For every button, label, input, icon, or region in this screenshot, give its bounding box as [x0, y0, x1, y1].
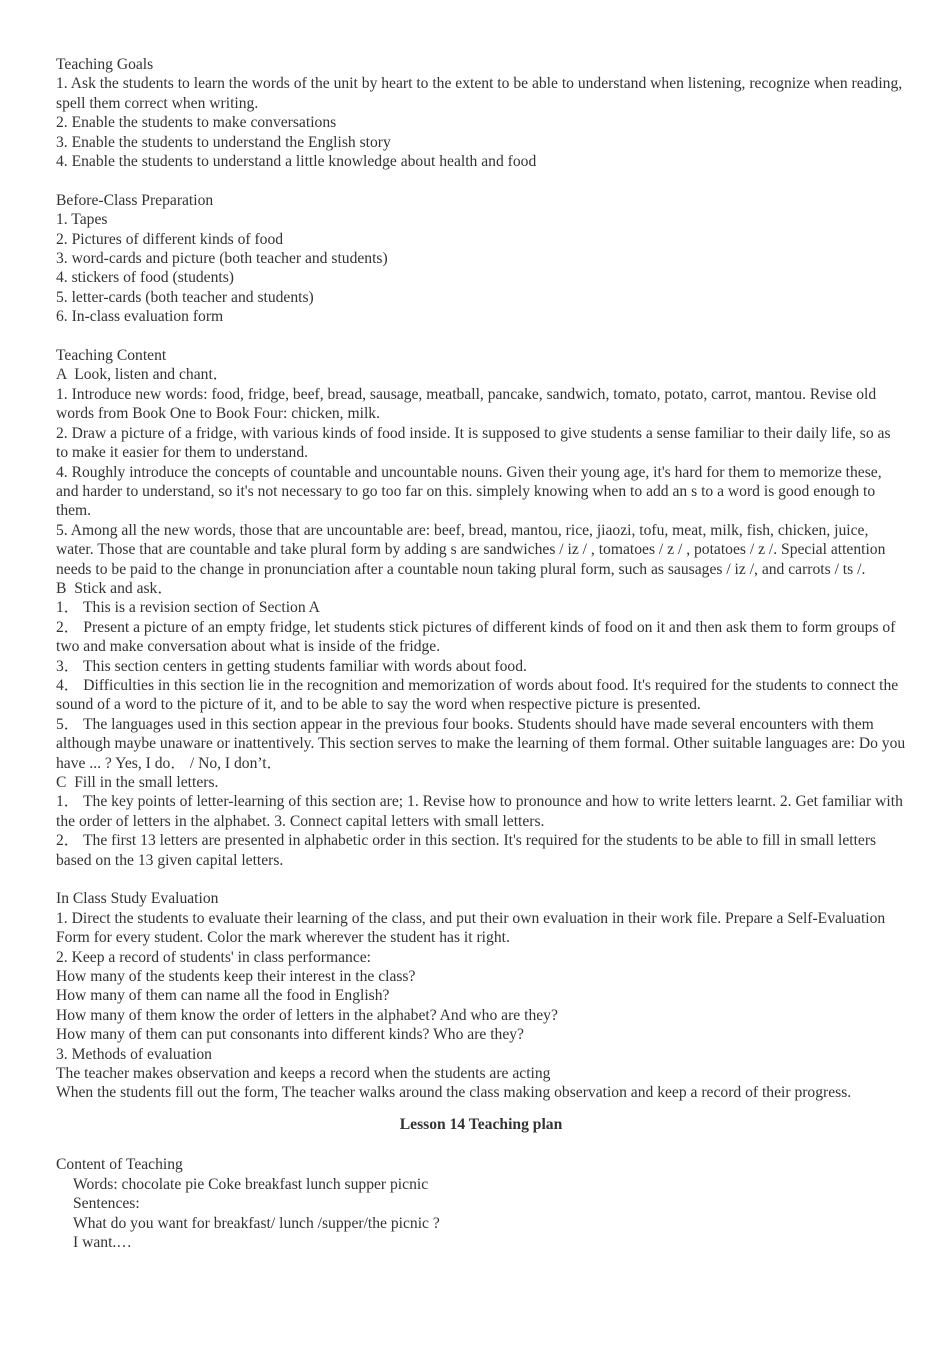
prep-item: 6. In-class evaluation form — [56, 308, 224, 326]
section-a-item: 4. Roughly introduce the concepts of countable and uncountable nouns. Given their young age, it's hard for them to memorize these, and harder to understand, so it's not necessary to go too far on this. simplely knowing when to add an s to a word is good enough to them. — [56, 463, 886, 520]
goals-title: Teaching Goals — [56, 56, 154, 73]
evaluation-item: 1. Direct the students to evaluate their learning of the class, and put their own evaluation in their work file. Prepare a Self-Evaluation Form for every student. Color the mark wherever the student has it right. — [56, 909, 890, 947]
prep-title: Before-Class Preparation — [56, 191, 214, 209]
document-page — [56, 55, 910, 1252]
evaluation-item: 2. Keep a record of students' in class performance: — [56, 948, 371, 966]
prep-item: 3. word-cards and picture (both teacher and students) — [56, 250, 388, 268]
lesson-heading: Lesson 14 Teaching plan — [399, 1115, 563, 1133]
goals-item: 3. Enable the students to understand the English story — [56, 133, 391, 151]
prep-item: 1. Tapes — [56, 211, 108, 229]
goals-item: 1. Ask the students to learn the words of the unit by heart to the extent to be able to understand when listening, recognize when reading, spell them correct when writing. — [56, 75, 907, 112]
section-b-item: 3． This section centers in getting students familiar with words about food. — [56, 657, 527, 675]
lesson-sentence: What do you want for breakfast/ lunch /supper/the picnic ? — [73, 1214, 440, 1232]
section-a-item: 5. Among all the new words, those that are uncountable are: beef, bread, mantou, rice, jiaozi, tofu, meat, milk, fish, chicken, juice, water. Those that are countable and take plural form by adding s are sandwiches / iz / , tomatoes / z / , potatoes / z /. Special attention needs to be paid to the change in pronunciation after a countable noun taking plural form, such as sausages / iz /, and carrots / ts /. — [56, 521, 890, 578]
evaluation-item: When the students fill out the form, The teacher walks around the class making observation and keep a record of their progress. — [56, 1084, 852, 1102]
evaluation-item: How many of them know the order of letters in the alphabet? And who are they? — [56, 1006, 558, 1024]
section-b-item: 4． Difficulties in this section lie in the recognition and memorization of words about food. It's required for the students to connect the sound of a word to the picture of it, and to be able to say the word when respective picture is presented. — [56, 676, 903, 714]
lesson-sentence: I want.… — [73, 1233, 132, 1251]
lesson-words: Words: chocolate pie Coke breakfast lunch supper picnic — [73, 1175, 429, 1193]
section-c-item: 1． The key points of letter-learning of this section are; 1. Revise how to pronounce and how to write letters learnt. 2. Get familiar with the order of letters in the alphabet. 3. Connect capital letters with small letters. — [56, 793, 907, 830]
spacer — [56, 1134, 906, 1155]
section-c-title: C Fill in the small letters. — [56, 774, 219, 791]
spacer — [56, 171, 906, 190]
evaluation-title: In Class Study Evaluation — [56, 890, 219, 908]
lesson-sentences-label: Sentences: — [73, 1195, 140, 1213]
content-title: Teaching Content — [56, 347, 167, 365]
section-a-title: A Look, listen and chant． — [56, 366, 229, 384]
section-c-item: 2． The first 13 letters are presented in alphabetic order in this section. It's required for the students to be able to fill in small letters based on the 13 given capital letters. — [56, 832, 881, 869]
evaluation-item: How many of the students keep their interest in the class? — [56, 968, 416, 986]
evaluation-item: The teacher makes observation and keeps a record when the students are acting — [56, 1065, 551, 1083]
evaluation-item: How many of them can put consonants into different kinds? Who are they? — [56, 1026, 524, 1044]
goals-item: 2. Enable the students to make conversations — [56, 114, 337, 132]
prep-item: 2. Pictures of different kinds of food — [56, 230, 284, 248]
spacer — [56, 870, 906, 889]
section-a-item: 2. Draw a picture of a fridge, with various kinds of food inside. It is supposed to give students a sense familiar to their daily life, so as to make it easier for them to understand. — [56, 424, 895, 462]
section-b-item: 5． The languages used in this section appear in the previous four books. Students should have made several encounters with them although maybe unaware or inattentively. This section serves to make the learning of them formal. Other suitable languages are: Do you have ... ? Yes, I do． / No, I don’t． — [56, 715, 910, 772]
section-b-title: B Stick and ask． — [56, 579, 173, 597]
section-b-item: 2． Present a picture of an empty fridge, let students stick pictures of different kinds of food on it and then ask them to form groups of two and make conversation about what is inside of the fridge. — [56, 618, 900, 656]
goals-item: 4. Enable the students to understand a little knowledge about health and food — [56, 153, 537, 171]
section-a-item: 1. Introduce new words: food, fridge, beef, bread, sausage, meatball, pancake, sandwich, tomato, potato, carrot, mantou. Revise old words from Book One to Book Four: chicken, milk. — [56, 385, 881, 423]
lesson-content-title: Content of Teaching — [56, 1156, 183, 1174]
evaluation-item: How many of them can name all the food in English? — [56, 987, 390, 1005]
spacer — [56, 1103, 906, 1114]
section-b-item: 1． This is a revision section of Section A — [56, 599, 320, 617]
prep-item: 5. letter-cards (both teacher and students) — [56, 288, 314, 306]
evaluation-item: 3. Methods of evaluation — [56, 1045, 212, 1063]
prep-item: 4. stickers of food (students) — [56, 269, 234, 287]
spacer — [56, 327, 906, 346]
